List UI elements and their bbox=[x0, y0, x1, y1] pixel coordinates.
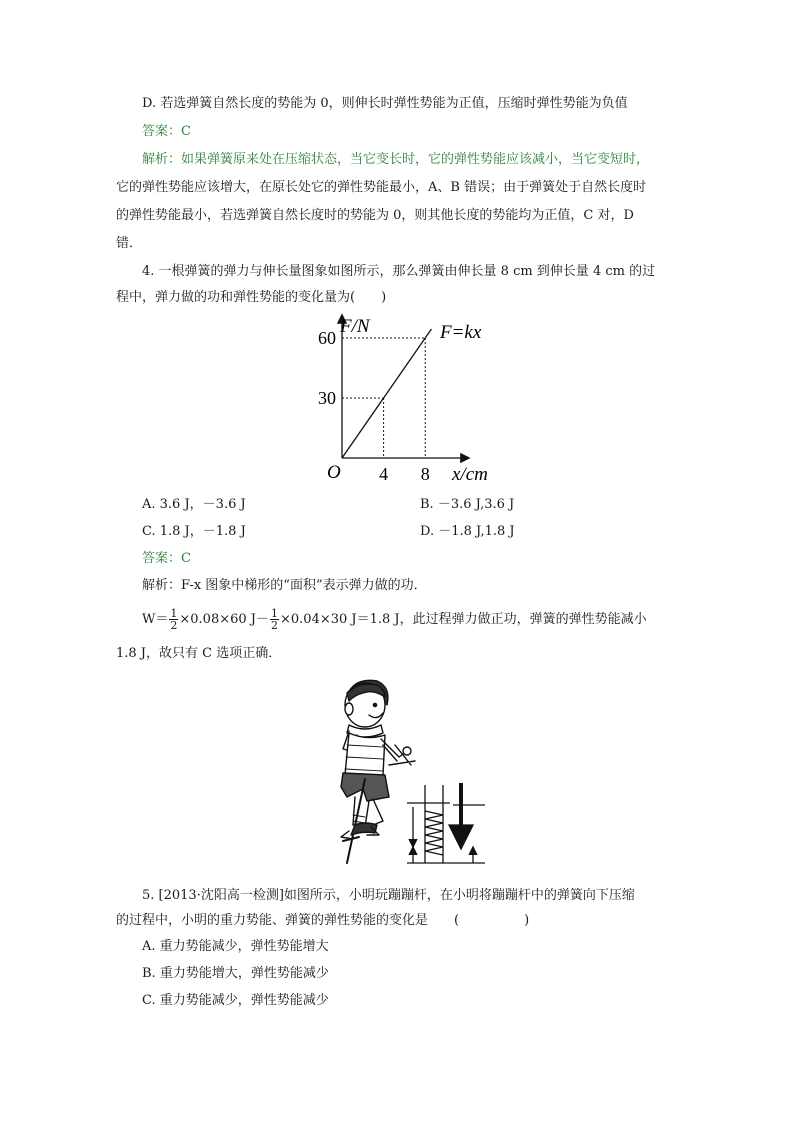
y-axis-label: F/N bbox=[340, 316, 370, 337]
force-extension-chart bbox=[300, 310, 510, 490]
q4-option-c: C. 1.8 J，－1.8 J bbox=[142, 524, 246, 539]
q4-option-a: A. 3.6 J，－3.6 J bbox=[142, 497, 246, 512]
q5-stem-line-1: 5. [2013·沈阳高一检测]如图所示，小明玩蹦蹦杆，在小明将蹦蹦杆中的弹簧向下压缩 bbox=[142, 888, 635, 903]
q3-answer bbox=[142, 124, 191, 140]
q4-analysis-line-1: 解析：F-x 图象中梯形的“面积”表示弹力做的功． bbox=[142, 578, 427, 593]
q4-analysis-line-3: 1.8 J，故只有 C 选项正确． bbox=[116, 646, 282, 661]
analysis-text: 解析：如果弹簧原来处在压缩状态，当它变长时，它的弹性势能应该减小，当它变短时， bbox=[142, 152, 650, 167]
q4-answer bbox=[142, 551, 191, 567]
series-line bbox=[342, 329, 431, 458]
q5-option-b: B. 重力势能增大，弹性势能减少 bbox=[142, 966, 329, 981]
y-tick-label-30: 30 bbox=[318, 388, 336, 408]
q4-stem-line-1: 4. 一根弹簧的弹力与伸长量图象如图所示，那么弹簧由伸长量 8 cm 到伸长量 4 cm 的过 bbox=[142, 264, 656, 279]
x-axis-label: x/cm bbox=[452, 464, 488, 485]
q5-option-c: C. 重力势能减少，弹性势能减少 bbox=[142, 993, 329, 1008]
q5-stem-line-2: 的过程中，小明的重力势能、弹簧的弹性势能的变化是 ( ) bbox=[116, 913, 530, 928]
answer-label: 答案： bbox=[142, 551, 182, 566]
q4-stem-line-2: 程中，弹力做的功和弹性势能的变化量为( ) bbox=[116, 290, 387, 305]
q4-option-d: D. －1.8 J,1.8 J bbox=[420, 524, 515, 539]
pogo-stick-illustration bbox=[325, 675, 495, 870]
x-tick-label-4: 4 bbox=[379, 464, 389, 484]
answer-value: C bbox=[181, 551, 191, 566]
q3-analysis-line-1 bbox=[142, 152, 649, 168]
fraction-half: $\frac{1}{2}$ bbox=[170, 607, 178, 632]
line-label: F=kx bbox=[440, 322, 482, 343]
fraction-half-2: $\frac{1}{2}$ bbox=[271, 607, 278, 632]
y-tick-label-60: 60 bbox=[318, 328, 336, 348]
q3-analysis-line-2: 它的弹性势能应该增大，在原长处它的弹性势能最小，A、B 错误；由于弹簧处于自然长度时 bbox=[116, 180, 647, 195]
answer-value: C bbox=[181, 124, 191, 139]
answer-label: 答案： bbox=[142, 124, 182, 139]
work-mid-1: ×0.08×60 J－ bbox=[179, 612, 269, 627]
q5-option-a: A. 重力势能减少，弹性势能增大 bbox=[142, 939, 329, 954]
q4-option-b: B. －3.6 J,3.6 J bbox=[420, 497, 515, 512]
q3-analysis-line-4: 错． bbox=[116, 236, 143, 251]
work-prefix: W＝ bbox=[142, 612, 169, 627]
work-mid-2: ×0.04×30 J＝1.8 J，此过程弹力做正功，弹簧的弹性势能减小 bbox=[280, 612, 647, 627]
x-tick-label-8: 8 bbox=[420, 464, 430, 484]
origin-label: O bbox=[327, 462, 341, 483]
q3-option-d: D. 若选弹簧自然长度的势能为 0，则伸长时弹性势能为正值，压缩时弹性势能为负值 bbox=[142, 96, 628, 111]
q3-analysis-line-3: 的弹性势能最小，若选弹簧自然长度时的势能为 0，则其他长度的势能均为正值，C 对，D bbox=[116, 208, 634, 223]
q4-work-formula bbox=[142, 608, 647, 631]
